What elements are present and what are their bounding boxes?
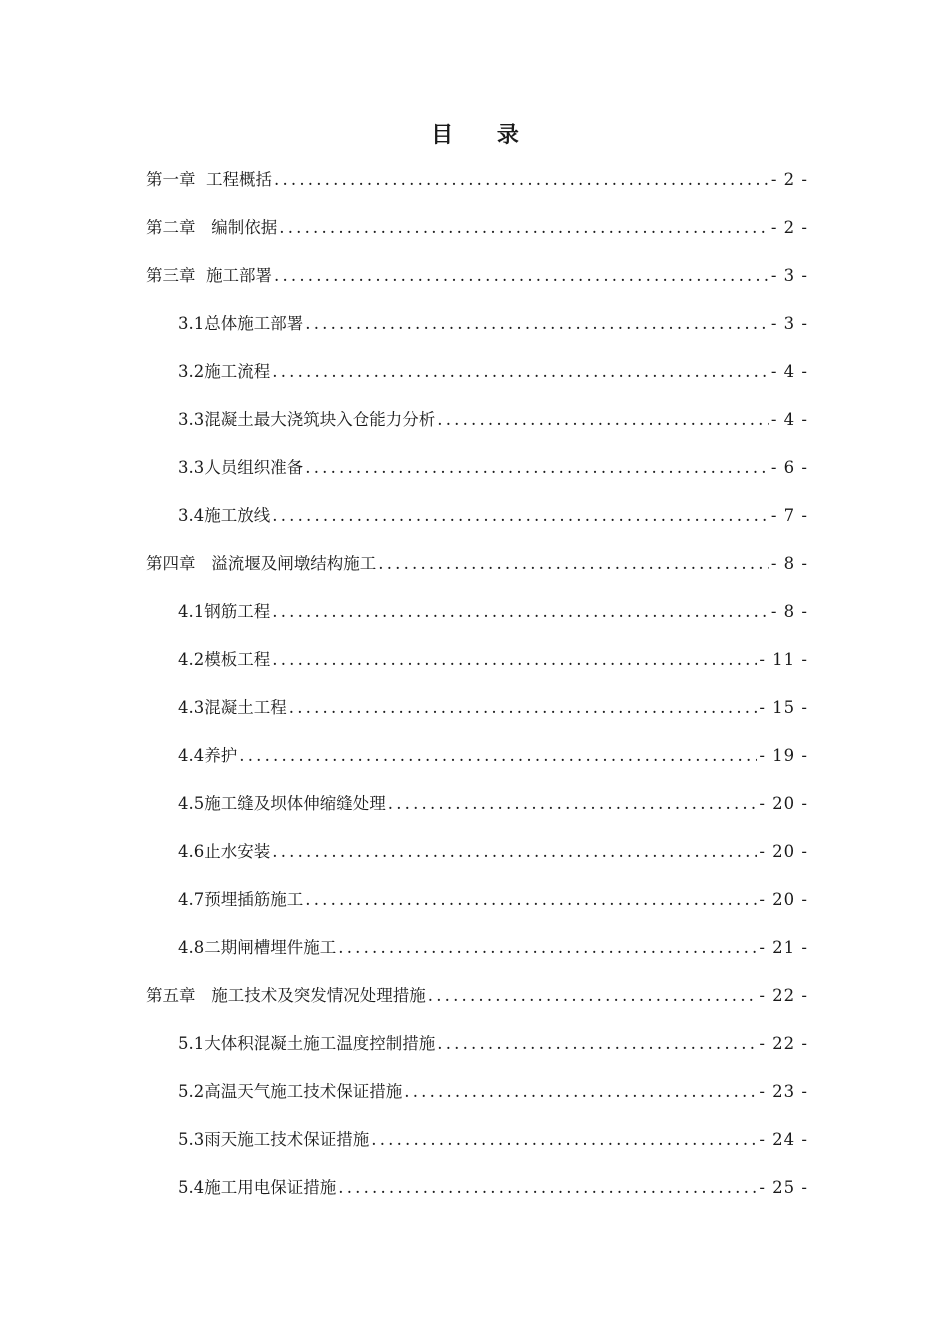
toc-entry-label: 4.4养护 bbox=[178, 746, 238, 765]
toc-dot-leader bbox=[305, 314, 769, 333]
toc-dot-leader bbox=[371, 1130, 757, 1149]
toc-entry-page: - 15 - bbox=[759, 698, 808, 717]
toc-dot-leader bbox=[338, 1178, 757, 1197]
toc-subentry[interactable] bbox=[146, 1126, 808, 1174]
toc-dot-leader bbox=[272, 362, 769, 381]
toc-entry[interactable] bbox=[146, 262, 808, 310]
toc-subentry[interactable] bbox=[146, 934, 808, 982]
toc-dot-leader bbox=[388, 794, 758, 813]
toc-subentry[interactable] bbox=[146, 646, 808, 694]
toc-subentry[interactable] bbox=[146, 1030, 808, 1078]
toc-dot-leader bbox=[272, 506, 769, 525]
toc-entry-label: 4.8二期闸槽埋件施工 bbox=[178, 938, 337, 957]
toc-subentry[interactable] bbox=[146, 1078, 808, 1126]
toc-subentry[interactable] bbox=[146, 454, 808, 502]
toc-dot-leader bbox=[289, 698, 758, 717]
toc-entry-page: - 20 - bbox=[759, 890, 808, 909]
toc-entry-page: - 22 - bbox=[759, 1034, 808, 1053]
toc-entry[interactable] bbox=[146, 550, 808, 598]
toc-dot-leader bbox=[239, 746, 757, 765]
toc-entry-page: - 2 - bbox=[770, 170, 808, 189]
toc-entry-page: - 3 - bbox=[770, 266, 808, 285]
toc-entry-label: 3.3混凝土最大浇筑块入仓能力分析 bbox=[178, 410, 436, 429]
toc-entry-label: 第三章 施工部署 bbox=[146, 266, 272, 285]
toc-subentry[interactable] bbox=[146, 838, 808, 886]
toc-entry-page: - 8 - bbox=[770, 602, 808, 621]
toc-subentry[interactable] bbox=[146, 598, 808, 646]
toc-subentry[interactable] bbox=[146, 406, 808, 454]
toc-dot-leader bbox=[378, 554, 769, 573]
toc-entry-label: 3.3人员组织准备 bbox=[178, 458, 304, 477]
toc-title: 目 录 bbox=[431, 122, 537, 148]
toc-entry-label: 第一章 工程概括 bbox=[146, 170, 272, 189]
toc-entry-page: - 22 - bbox=[759, 986, 808, 1005]
toc-entry-page: - 2 - bbox=[770, 218, 808, 237]
toc-subentry[interactable] bbox=[146, 694, 808, 742]
toc-entry-label: 3.4施工放线 bbox=[178, 506, 271, 525]
toc-dot-leader bbox=[272, 650, 757, 669]
toc-entry-label: 3.2施工流程 bbox=[178, 362, 271, 381]
toc-dot-leader bbox=[272, 602, 769, 621]
toc-entry-label: 3.1总体施工部署 bbox=[178, 314, 304, 333]
toc-entry-page: - 4 - bbox=[770, 410, 808, 429]
toc-entry-label: 4.2模板工程 bbox=[178, 650, 271, 669]
toc-entry-page: - 8 - bbox=[770, 554, 808, 573]
toc-entry-label: 第四章 溢流堰及闸墩结构施工 bbox=[146, 554, 377, 573]
toc-dot-leader bbox=[274, 170, 769, 189]
toc-dot-leader bbox=[272, 842, 757, 861]
toc-subentry[interactable] bbox=[146, 790, 808, 838]
toc-entry-label: 4.5施工缝及坝体伸缩缝处理 bbox=[178, 794, 386, 813]
toc-entry-label: 第五章 施工技术及突发情况处理措施 bbox=[146, 986, 426, 1005]
toc-dot-leader bbox=[305, 458, 769, 477]
toc-entry-label: 4.1钢筋工程 bbox=[178, 602, 271, 621]
toc-entry-label: 5.2高温天气施工技术保证措施 bbox=[178, 1082, 403, 1101]
toc-entry-page: - 25 - bbox=[759, 1178, 808, 1197]
toc-subentry[interactable] bbox=[146, 358, 808, 406]
toc-list bbox=[146, 166, 808, 1222]
toc-dot-leader bbox=[404, 1082, 757, 1101]
toc-entry-page: - 21 - bbox=[759, 938, 808, 957]
toc-dot-leader bbox=[279, 218, 769, 237]
toc-subentry[interactable] bbox=[146, 742, 808, 790]
toc-subentry[interactable] bbox=[146, 1174, 808, 1222]
toc-dot-leader bbox=[305, 890, 757, 909]
toc-entry-page: - 6 - bbox=[770, 458, 808, 477]
toc-subentry[interactable] bbox=[146, 310, 808, 358]
toc-entry-label: 4.3混凝土工程 bbox=[178, 698, 287, 717]
toc-entry-label: 5.1大体积混凝土施工温度控制措施 bbox=[178, 1034, 436, 1053]
toc-entry-page: - 23 - bbox=[759, 1082, 808, 1101]
toc-entry-page: - 3 - bbox=[770, 314, 808, 333]
toc-entry-page: - 7 - bbox=[770, 506, 808, 525]
toc-entry[interactable] bbox=[146, 982, 808, 1030]
toc-dot-leader bbox=[274, 266, 769, 285]
toc-entry-page: - 11 - bbox=[759, 650, 808, 669]
toc-entry-page: - 24 - bbox=[759, 1130, 808, 1149]
toc-entry-label: 5.4施工用电保证措施 bbox=[178, 1178, 337, 1197]
toc-entry[interactable] bbox=[146, 166, 808, 214]
toc-dot-leader bbox=[428, 986, 758, 1005]
toc-dot-leader bbox=[437, 410, 769, 429]
toc-dot-leader bbox=[338, 938, 757, 957]
toc-entry-page: - 4 - bbox=[770, 362, 808, 381]
toc-subentry[interactable] bbox=[146, 502, 808, 550]
toc-entry-label: 第二章 编制依据 bbox=[146, 218, 278, 237]
toc-subentry[interactable] bbox=[146, 886, 808, 934]
toc-entry[interactable] bbox=[146, 214, 808, 262]
toc-entry-label: 4.6止水安装 bbox=[178, 842, 271, 861]
toc-entry-label: 5.3雨天施工技术保证措施 bbox=[178, 1130, 370, 1149]
toc-dot-leader bbox=[437, 1034, 757, 1053]
toc-entry-page: - 20 - bbox=[759, 842, 808, 861]
toc-entry-page: - 19 - bbox=[759, 746, 808, 765]
toc-entry-label: 4.7预埋插筋施工 bbox=[178, 890, 304, 909]
toc-entry-page: - 20 - bbox=[759, 794, 808, 813]
